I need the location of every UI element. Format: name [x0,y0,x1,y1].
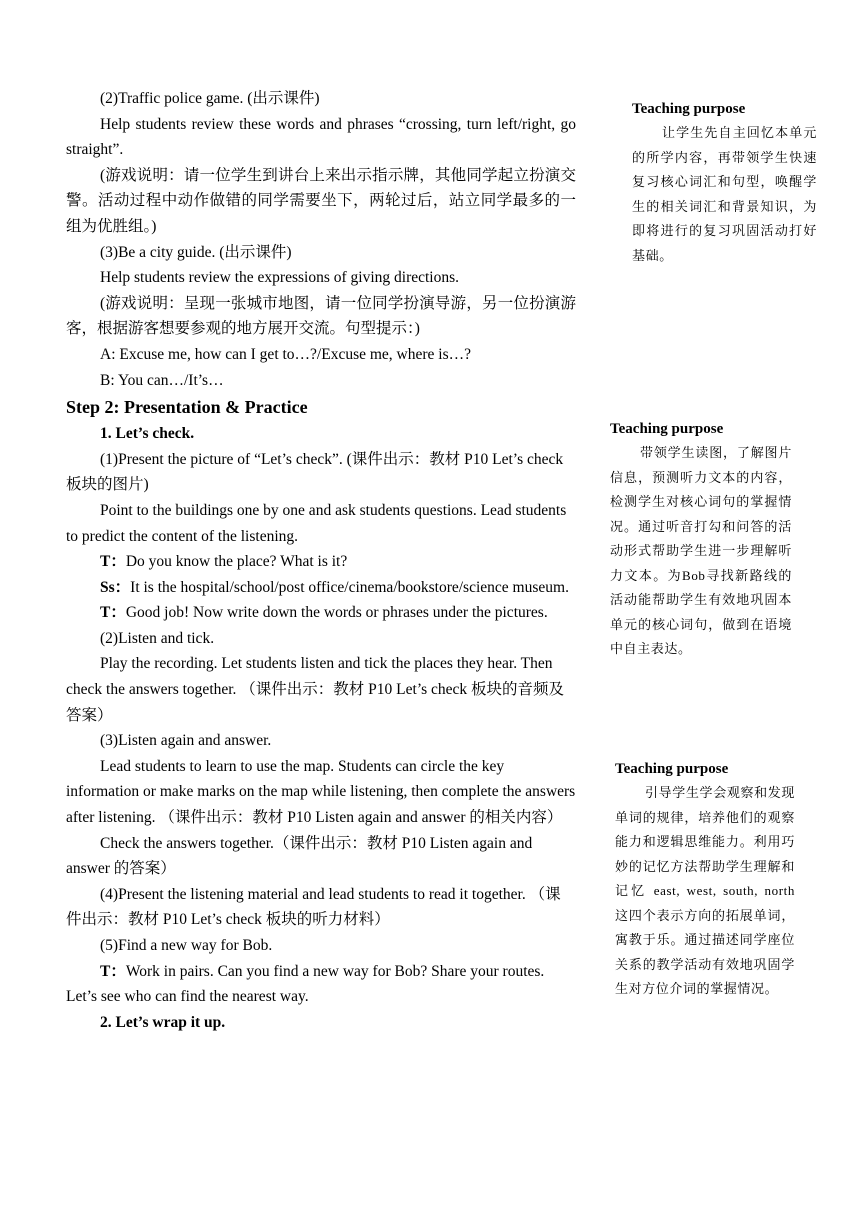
teaching-purpose-title: Teaching purpose [610,421,724,437]
main-content [66,86,576,1035]
dialogue-line [66,575,576,601]
teaching-purpose-text: 带领学生读图，了解图片信息，预测听力文本的内容，检测学生对核心词句的掌握情况。通过听音打勾和问答的活动形式帮助学生进一步理解听力文本。为Bob寻找新路线的活动能帮助学生有效地巩固本单元的核心词句，做到在语境中自主表达。 [610,445,792,656]
paragraph: Check the answers together.（课件出示：教材 P10 Listen again and answer 的答案） [66,834,533,878]
dialogue-text: It is the hospital/school/post office/cinema/bookstore/science museum. [130,578,569,596]
paragraph: Play the recording. Let students listen and tick the places they hear. Then check the answers together. （课件出示：教材 P10 Let’s check 板块的音频及答案） [66,655,565,724]
paragraph: (2)Listen and tick. [100,629,215,647]
speaker-label: T： [100,553,126,571]
dialogue-line [66,549,576,575]
speaker-label: Ss： [100,578,131,596]
dialogue-text: Do you know the place? What is it? [125,553,348,571]
dialogue-line [66,600,576,626]
dialogue-line [66,959,576,1010]
teaching-purpose-text: 让学生先自主回忆本单元的所学内容，再带领学生快速复习核心词汇和句型，唤醒学生的相关词汇和背景知识，为即将进行的复习巩固活动打好基础。 [632,125,817,263]
teaching-purpose-box [610,417,792,662]
subsection-heading: 2. Let’s wrap it up. [100,1013,226,1031]
subsection-heading: 1. Let’s check. [100,425,195,443]
dialogue-line: A: Excuse me, how can I get to…?/Excuse me, where is…? [100,345,472,363]
dialogue-line: B: You can…/It’s… [100,371,224,389]
teaching-purpose-box [615,757,795,1002]
teaching-purpose-title: Teaching purpose [615,761,729,777]
paragraph: (3)Listen again and answer. [100,732,272,750]
teaching-purpose-text: 引导学生学会观察和发现单词的规律，培养他们的观察能力和逻辑思维能力。利用巧妙的记忆方法帮助学生理解和记忆 east, west, south, north 这四个表示方向的拓展单词，寓教于乐。通过描述同学座位关系的教学活动有效地巩固学生对方位介词的掌握情况。 [615,785,795,996]
paragraph: Point to the buildings one by one and ask students questions. Lead students to predict the content of the listening. [66,501,567,545]
paragraph: (游戏说明：呈现一张城市地图，请一位同学扮演导游，另一位扮演游客，根据游客想要参观的地方展开交流。句型提示：) [66,294,576,338]
dialogue-text: Good job! Now write down the words or phrases under the pictures. [125,604,548,622]
dialogue-text: Work in pairs. Can you find a new way for Bob? Share your routes. Let’s see who can find the nearest way. [66,962,545,1006]
paragraph: Lead students to learn to use the map. Students can circle the key information or make marks on the map while listening, then complete the answers after listening. （课件出示：教材 P10 Listen again and answer 的相关内容） [66,757,576,827]
section-heading: Step 2: Presentation & Practice [66,397,308,418]
teaching-purpose-title: Teaching purpose [632,101,746,117]
paragraph: (2)Traffic police game. (出示课件) [100,90,320,107]
paragraph: (5)Find a new way for Bob. [100,937,273,954]
speaker-label: T： [100,604,126,622]
paragraph: (1)Present the picture of “Let’s check”. (课件出示：教材 P10 Let’s check 板块的图片) [66,450,564,494]
speaker-label: T： [100,962,126,980]
paragraph: Help students review the expressions of giving directions. [100,269,460,287]
teaching-purpose-box [632,97,817,268]
paragraph: Help students review these words and phrases “crossing, turn left/right, go straight”. [66,115,576,159]
paragraph: (3)Be a city guide. (出示课件) [100,243,292,261]
paragraph: (4)Present the listening material and lead students to read it together. （课件出示：教材 P10 Let’s check 板块的听力材料） [66,885,561,929]
paragraph: (游戏说明：请一位学生到讲台上来出示指示牌，其他同学起立扮演交警。活动过程中动作做错的同学需要坐下，两轮过后，站立同学最多的一组为优胜组。) [66,166,576,235]
